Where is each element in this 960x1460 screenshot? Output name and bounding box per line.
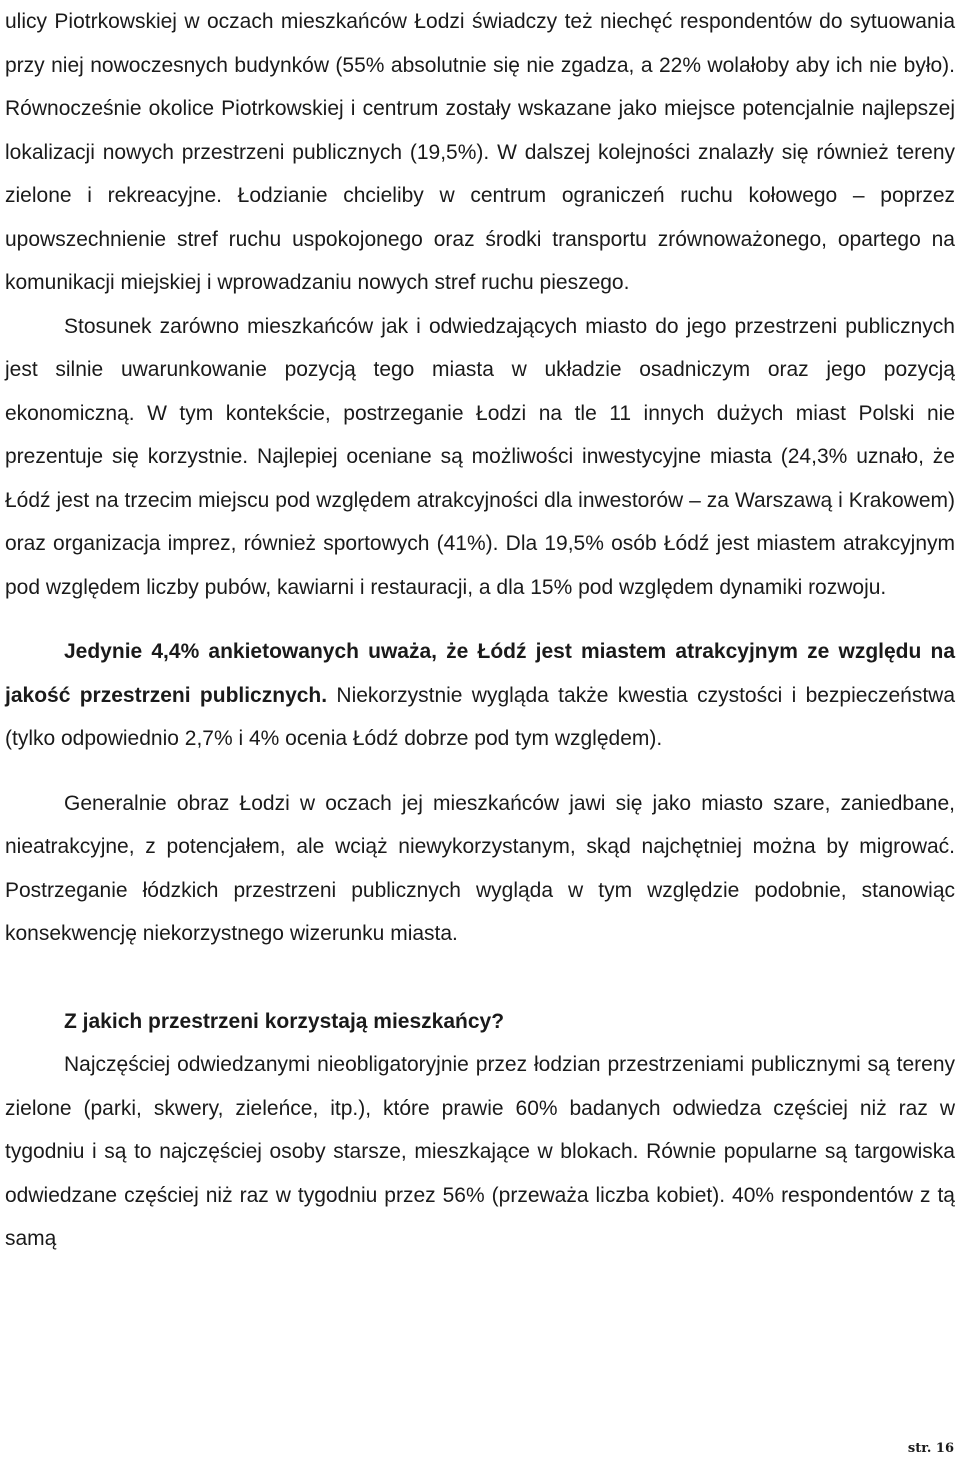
paragraph-4: Generalnie obraz Łodzi w oczach jej mieszkańców jawi się jako miasto szare, zaniedbane, nieatrakcyjne, z potencjałem, ale wciąż niewykorzystanym, skąd najchętniej można by migrować. Postrzeganie łódzkich przestrzeni publicznych wygląda w tym względzie podobnie, stanowiąc konsekwencję niekorzystnego wizerunku miasta. — [5, 791, 955, 945]
paragraph-3-rest: Niekorzystnie wygląda także kwestia czystości i bezpieczeństwa (tylko odpowiednio 2,7% i 4% ocenia Łódź dobrze pod tym względem). — [5, 683, 955, 750]
paragraph-3-bold: Jedynie 4,4% ankietowanych uważa, że Łódź jest miastem atrakcyjnym ze względu na jakość przestrzeni publicznych. — [5, 640, 955, 707]
page-number: str. 16 — [907, 1441, 954, 1456]
paragraph-3 — [5, 630, 955, 761]
paragraph-1: ulicy Piotrkowskiej w oczach mieszkańców Łodzi świadczy też niechęć respondentów do sytuowania przy niej nowoczesnych budynków (55% absolutnie się nie zgadza, a 22% wolałoby aby ich nie było). Równocześnie okolice Piotrkowskiej i centrum zostały wskazane jako miejsce potencjalnie najlepszej lokalizacji nowych przestrzeni publicznych (19,5%). W dalszej kolejności znalazły się również tereny zielone i rekreacyjne. Łodzianie chcieliby w centrum ograniczeń ruchu kołowego – poprzez upowszechnienie stref ruchu uspokojonego oraz środki transportu zrównoważonego, opartego na komunikacji miejskiej i wprowadzaniu nowych stref ruchu pieszego. — [5, 10, 955, 294]
paragraph-2: Stosunek zarówno mieszkańców jak i odwiedzających miasto do jego przestrzeni publicznych jest silnie uwarunkowanie pozycją tego miasta w układzie osadniczym oraz jego pozycją ekonomiczną. W tym kontekście, postrzeganie Łodzi na tle 11 innych dużych miast Polski nie prezentuje się korzystnie. Najlepiej oceniane są możliwości inwestycyjne miasta (24,3% uznało, że Łódź jest na trzecim miejscu pod względem atrakcyjności dla inwestorów – za Warszawą i Krakowem) oraz organizacja imprez, również sportowych (41%). Dla 19,5% osób Łódź jest miastem atrakcyjnym pod względem liczby pubów, kawiarni i restauracji, a dla 15% pod względem dynamiki rozwoju. — [5, 314, 955, 599]
section-heading: Z jakich przestrzeni korzystają mieszkańcy? — [64, 1009, 505, 1033]
paragraph-5: Najczęściej odwiedzanymi nieobligatoryjnie przez łodzian przestrzeniami publicznymi są tereny zielone (parki, skwery, zieleńce, itp.), które prawie 60% badanych odwiedza częściej niż raz w tygodniu i są to najczęściej osoby starsze, mieszkające w blokach. Równie popularne są targowiska odwiedzane częściej niż raz w tygodniu przez 56% (przeważa liczba kobiet). 40% respondentów z tą samą — [5, 1053, 955, 1250]
document-page — [5, 0, 955, 1261]
